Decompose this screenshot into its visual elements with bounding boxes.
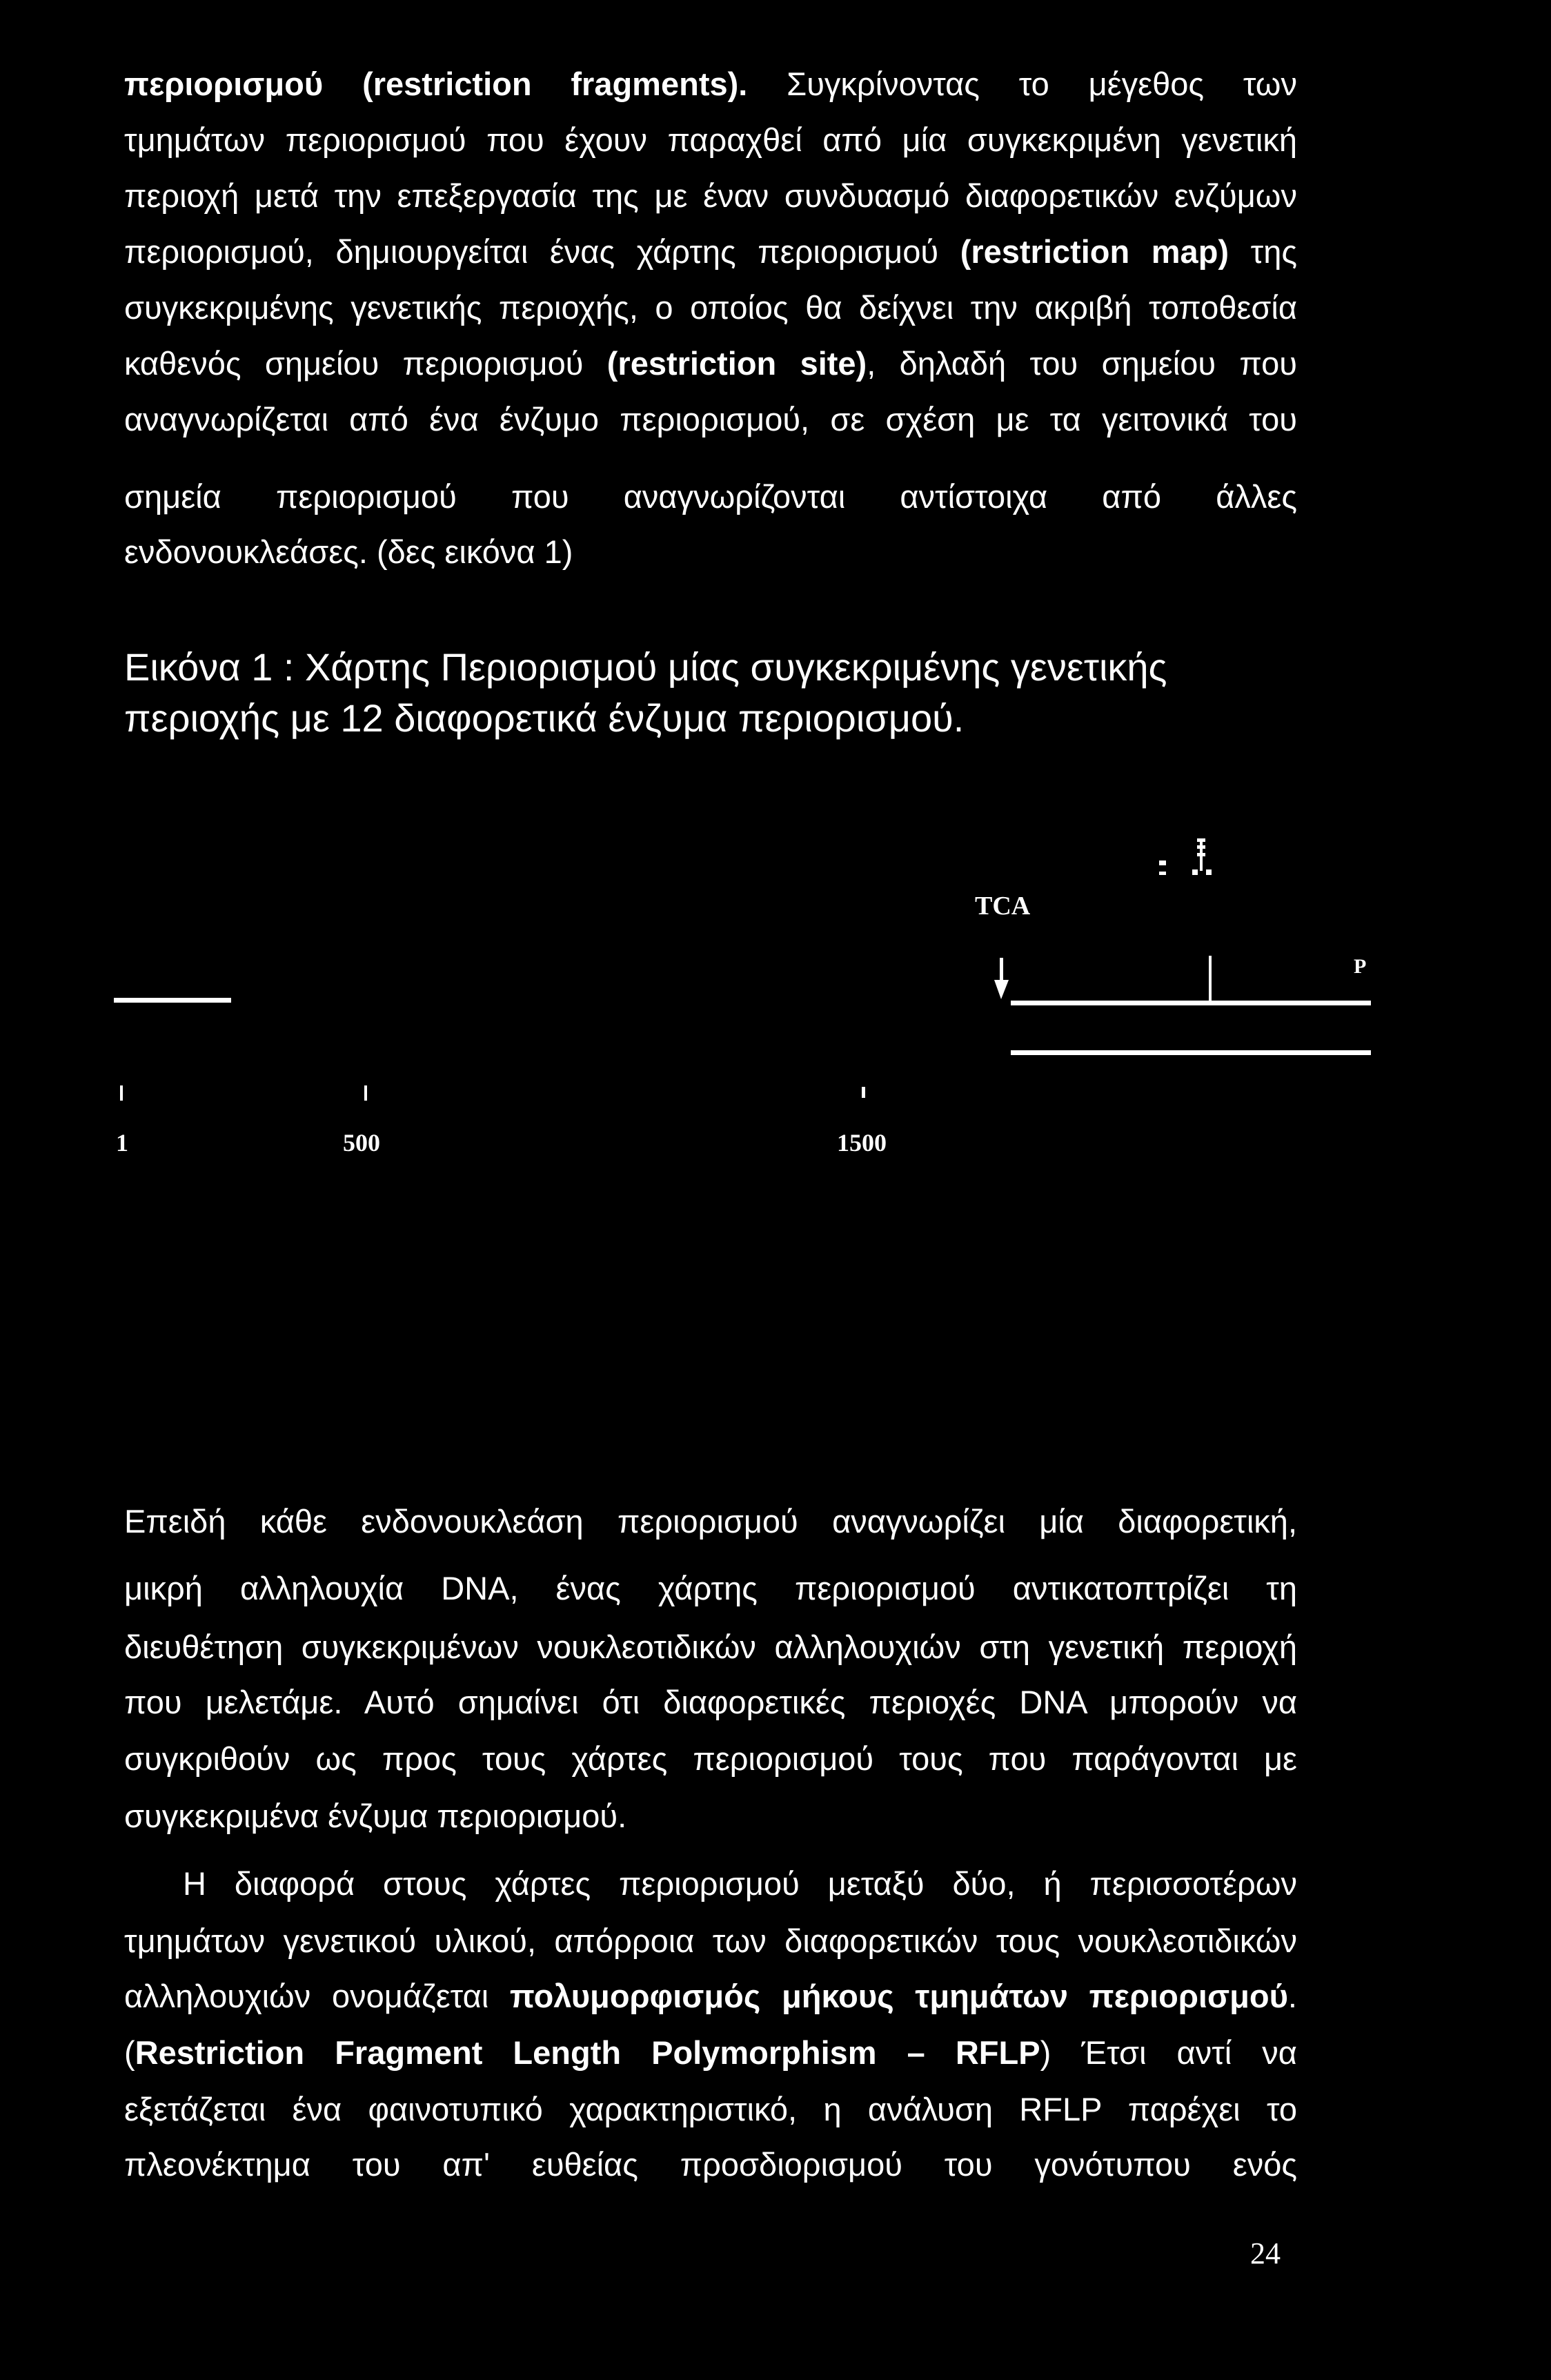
scale-label: 1 bbox=[116, 1129, 128, 1157]
enzyme-marks bbox=[1159, 838, 1212, 875]
strand-end-label: P bbox=[1354, 955, 1367, 978]
scale-tick bbox=[120, 1085, 123, 1101]
text-line: τμημάτων περιορισμού που έχουν παραχθεί από μία συγκεκριμένη γενετική bbox=[124, 121, 1297, 158]
text-line: περιοχή μετά την επεξεργασία της με έναν συνδυασμό διαφορετικών ενζύμων bbox=[124, 177, 1297, 214]
text-line: (Restriction Fragment Length Polymorphism – RFLP) Έτσι αντί να bbox=[124, 2034, 1297, 2071]
scale-tick bbox=[862, 1087, 865, 1098]
figure-caption bbox=[124, 642, 1332, 744]
text-line: αλληλουχιών ονομάζεται πολυμορφισμός μήκους τμημάτων περιορισμού. bbox=[124, 1978, 1297, 2014]
text-line: που μελετάμε. Αυτό σημαίνει ότι διαφορετικές περιοχές DNA μπορούν να bbox=[124, 1684, 1297, 1720]
text-line: συγκεκριμένης γενετικής περιοχής, ο οποίος θα δείχνει την ακριβή τοποθεσία bbox=[124, 289, 1297, 326]
text-line: καθενός σημείου περιορισμού (restriction site), δηλαδή του σημείου που bbox=[124, 345, 1297, 382]
scale-tick bbox=[364, 1085, 367, 1101]
dna-strand-upper bbox=[1011, 1001, 1371, 1005]
text-line: εξετάζεται ένα φαινοτυπικό χαρακτηριστικό, η ανάλυση RFLP παρέχει το bbox=[124, 2091, 1297, 2127]
cut-site-tick bbox=[1209, 956, 1212, 1001]
text-line: αναγνωρίζεται από ένα ένζυμο περιορισμού, σε σχέση με τα γειτονικά του bbox=[124, 401, 1297, 437]
dna-strand-lower bbox=[1011, 1050, 1371, 1055]
text-line: περιορισμού, δημιουργείται ένας χάρτης περιορισμού (restriction map) της bbox=[124, 233, 1298, 270]
text-line: περιορισμού (restriction fragments). Συγκρίνοντας το μέγεθος των bbox=[124, 66, 1297, 102]
page-number: 24 bbox=[1250, 2236, 1281, 2270]
text-line: μικρή αλληλουχία DNA, ένας χάρτης περιορισμού αντικατοπτρίζει τη bbox=[124, 1570, 1297, 1606]
enzyme-label: TCA bbox=[975, 892, 1031, 921]
restriction-map-figure bbox=[0, 807, 1551, 1194]
dna-segment-left bbox=[114, 998, 231, 1003]
text-line: σημεία περιορισμού που αναγνωρίζονται αντίστοιχα από άλλες bbox=[124, 478, 1297, 515]
text-line: συγκριθούν ως προς τους χάρτες περιορισμού τους που παράγονται με bbox=[124, 1740, 1297, 1777]
scale-label: 500 bbox=[343, 1129, 380, 1157]
text-line: ενδονουκλεάσες. (δες εικόνα 1) bbox=[124, 533, 573, 570]
text-line: τμημάτων γενετικού υλικού, απόρροια των διαφορετικών τους νουκλεοτιδικών bbox=[124, 1922, 1297, 1959]
caption-line-2: περιοχής με 12 διαφορετικά ένζυμα περιορισμού. bbox=[124, 696, 965, 740]
text-line: Επειδή κάθε ενδονουκλεάση περιορισμού αναγνωρίζει μία διαφορετική, bbox=[124, 1503, 1297, 1540]
caption-line-1: Εικόνα 1 : Χάρτης Περιορισμού μίας συγκεκριμένης γενετικής bbox=[124, 645, 1167, 689]
text-line: διευθέτηση συγκεκριμένων νουκλεοτιδικών αλληλουχιών στη γενετική περιοχή bbox=[124, 1629, 1297, 1665]
cut-site-arrow-icon bbox=[994, 958, 1009, 999]
text-line: πλεονέκτημα του απ' ευθείας προσδιορισμού του γονότυπου ενός bbox=[124, 2146, 1297, 2183]
scale-label: 1500 bbox=[837, 1129, 887, 1157]
text-line: συγκεκριμένα ένζυμα περιορισμού. bbox=[124, 1798, 627, 1834]
text-line: Η διαφορά στους χάρτες περιορισμού μεταξύ δύο, ή περισσοτέρων bbox=[183, 1865, 1297, 1902]
